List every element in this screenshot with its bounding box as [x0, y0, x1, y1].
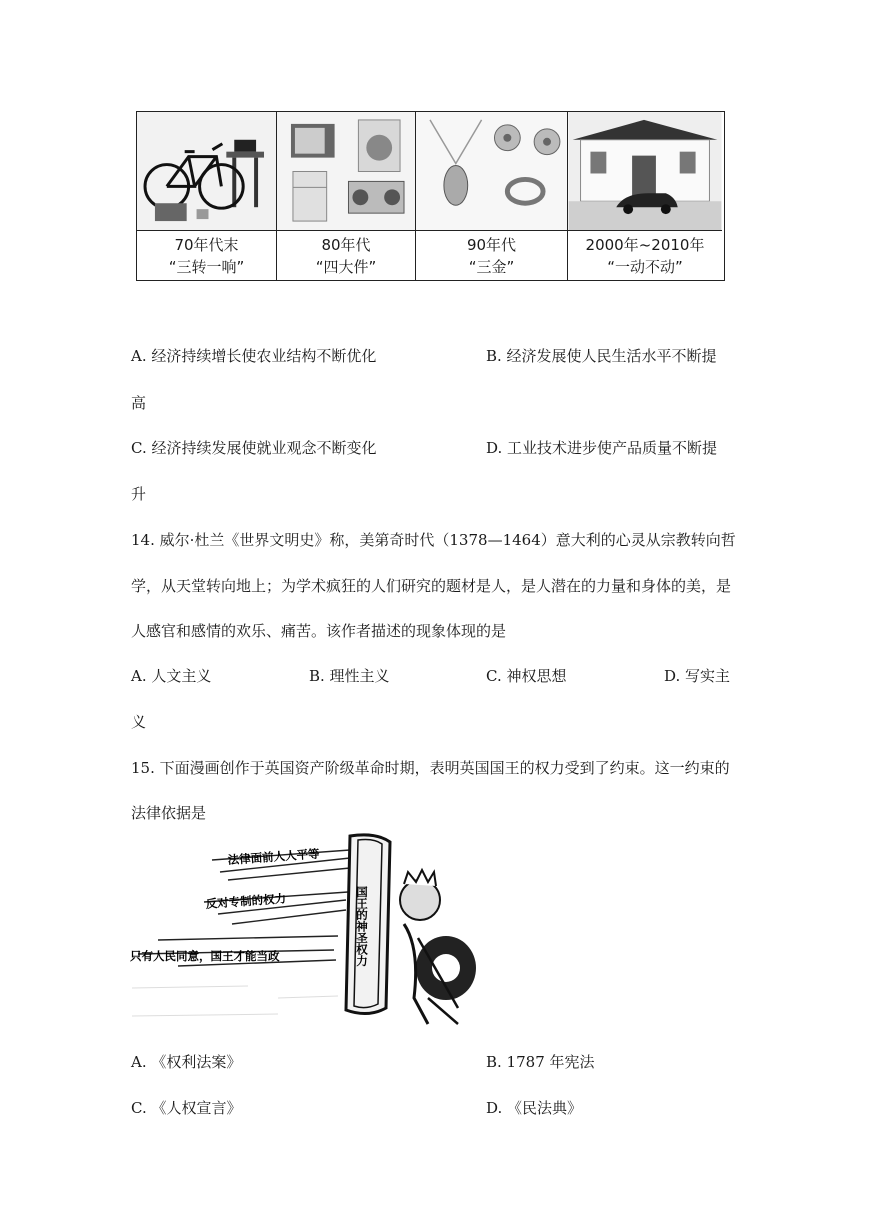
- caption-90s: 90年代 “三金”: [416, 231, 568, 280]
- caption-2000s: 2000年~2010年 “一动不动”: [585, 236, 705, 276]
- q13-option-a: A. 经济持续增长使农业结构不断优化: [131, 347, 377, 365]
- bicycle-sewing-machine-image: [137, 112, 277, 231]
- house-car-image: [568, 112, 722, 231]
- shield-label: 国王的神圣权力: [355, 886, 369, 967]
- q13-option-d-wrap: 升: [131, 485, 147, 503]
- tv-washer-fridge-recorder-image: [277, 112, 416, 231]
- q15-stem-line2: 法律依据是: [131, 804, 207, 822]
- q13-option-b: B. 经济发展使人民生活水平不断提: [486, 347, 717, 365]
- q14-option-d: D. 写实主: [664, 667, 731, 685]
- arrow-label-anti-despotism: 反对专制的权力: [205, 891, 287, 911]
- q15-stem-line1: 15. 下面漫画创作于英国资产阶级革命时期，表明英国国王的权力受到了约束。这一约束的: [131, 759, 730, 777]
- q15-option-d: D. 《民法典》: [486, 1099, 583, 1117]
- era-items-table: [136, 111, 725, 281]
- arrow-label-consent: 只有人民同意，国王才能当政: [130, 949, 280, 963]
- q14-option-d-wrap: 义: [131, 713, 147, 731]
- q15-option-c: C. 《人权宣言》: [131, 1099, 242, 1117]
- q13-option-b-wrap: 高: [131, 394, 147, 412]
- q14-option-c: C. 神权思想: [486, 667, 567, 685]
- king-shield-cartoon: [128, 828, 480, 1033]
- arrow-label-equality: 法律面前人人平等: [227, 846, 320, 867]
- q13-option-c: C. 经济持续发展使就业观念不断变化: [131, 439, 377, 457]
- q14-stem-line1: 14. 威尔·杜兰《世界文明史》称，美第奇时代（1378—1464）意大利的心灵从宗教转向哲: [131, 531, 736, 549]
- q14-option-a: A. 人文主义: [131, 667, 212, 685]
- necklace-earrings-ring-image: [416, 112, 568, 231]
- caption-80s: 80年代 “四大件”: [277, 231, 416, 280]
- q13-option-d: D. 工业技术进步使产品质量不断提: [486, 439, 718, 457]
- q14-stem-line3: 人感官和感情的欢乐、痛苦。该作者描述的现象体现的是: [131, 622, 507, 640]
- caption-70s: 70年代末 “三转一响”: [137, 231, 277, 280]
- q15-option-b: B. 1787 年宪法: [486, 1053, 595, 1071]
- q15-option-a: A. 《权利法案》: [131, 1053, 242, 1071]
- q14-stem-line2: 学，从天堂转向地上；为学术疯狂的人们研究的题材是人，是人潜在的力量和身体的美，是: [131, 577, 732, 595]
- q14-option-b: B. 理性主义: [309, 667, 390, 685]
